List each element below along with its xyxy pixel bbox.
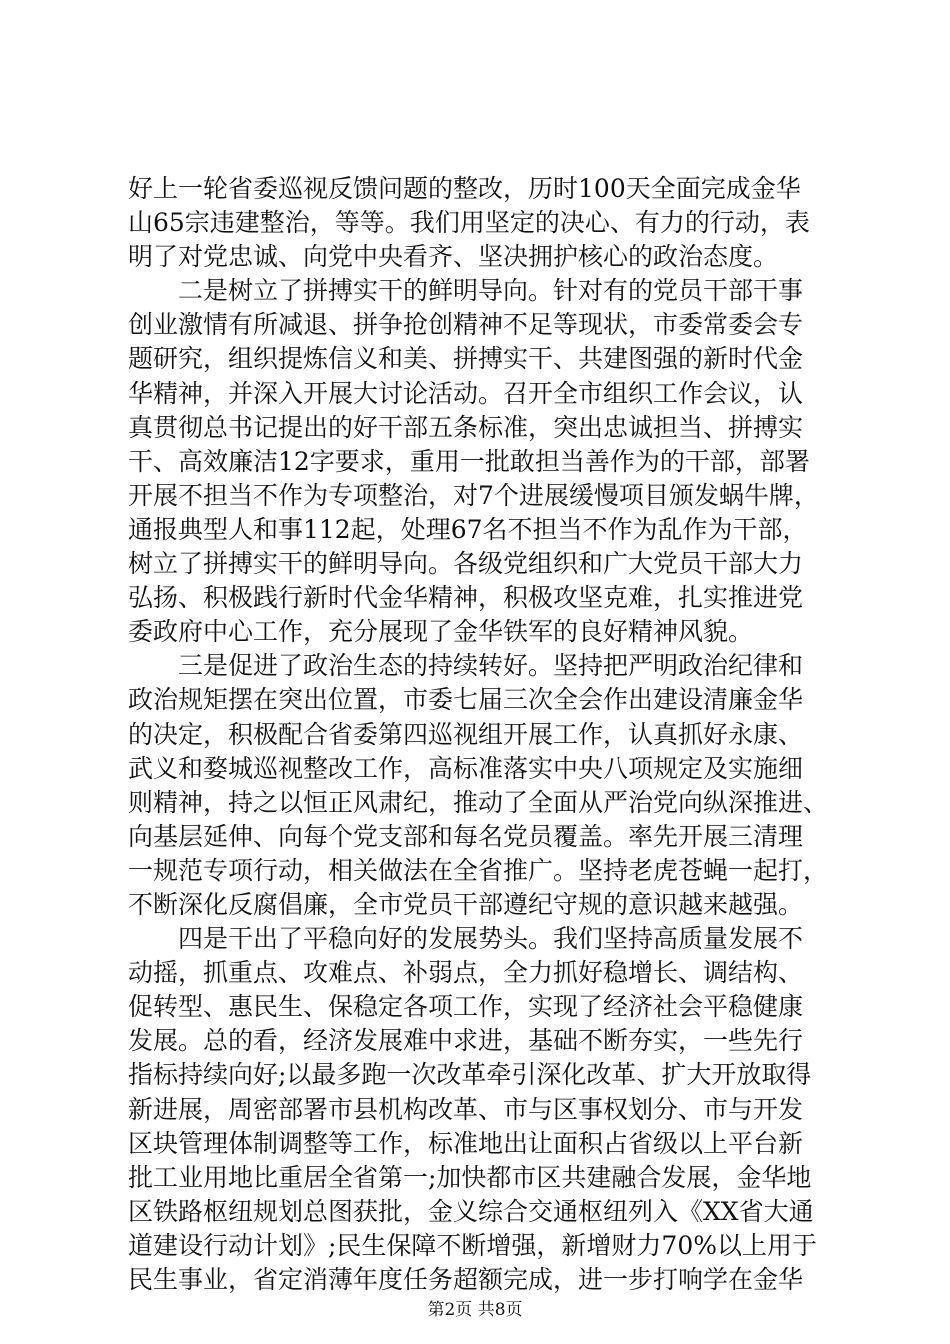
text-line: 区块管理体制调整等工作，标准地出让面积占省级以上平台新 bbox=[128, 1128, 804, 1158]
text-line: 树立了拼搏实干的鲜明导向。各级党组织和广大党员干部大力 bbox=[128, 549, 804, 579]
text-line: 区铁路枢纽规划总图获批，金义综合交通枢纽列入《XX省大通 bbox=[128, 1196, 814, 1226]
text-line: 指标持续向好;以最多跑一次改革牵引深化改革、扩大开放取得 bbox=[128, 1060, 812, 1090]
text-line: 向基层延伸、向每个党支部和每名党员覆盖。率先开展三清理 bbox=[128, 821, 804, 851]
text-line: 的决定，积极配合省委第四巡视组开展工作，认真抓好永康、 bbox=[128, 719, 804, 749]
body-text bbox=[128, 172, 828, 1297]
text-line: 批工业用地比重居全省第一;加快都市区共建融合发展，金华地 bbox=[128, 1162, 812, 1192]
text-line: 政治规矩摆在突出位置，市委七届三次全会作出建设清廉金华 bbox=[128, 685, 804, 715]
text-line: 道建设行动计划》;民生保障不断增强，新增财力70%以上用于 bbox=[128, 1230, 817, 1260]
text-line: 民生事业，省定消薄年度任务超额完成，进一步打响学在金华 bbox=[128, 1265, 804, 1294]
text-line: 干、高效廉洁12字要求，重用一批敢担当善作为的干部，部署 bbox=[128, 446, 810, 476]
text-line: 华精神，并深入开展大讨论活动。召开全市组织工作会议，认 bbox=[128, 378, 804, 408]
text-line: 一规范专项行动，相关做法在全省推广。坚持老虎苍蝇一起打， bbox=[128, 855, 828, 885]
text-line: 动摇，抓重点、攻难点、补弱点，全力抓好稳增长、调结构、 bbox=[128, 958, 804, 988]
text-line: 三是促进了政治生态的持续转好。坚持把严明政治纪律和 bbox=[178, 651, 804, 681]
text-line: 委政府中心工作，充分展现了金华铁军的良好精神风貌。 bbox=[128, 617, 754, 647]
text-line: 题研究，组织提炼信义和美、拼搏实干、共建图强的新时代金 bbox=[128, 344, 804, 374]
text-line: 明了对党忠诚、向党中央看齐、坚决拥护核心的政治态度。 bbox=[128, 242, 779, 272]
text-line: 武义和婺城巡视整改工作，高标准落实中央八项规定及实施细 bbox=[128, 753, 804, 783]
text-line: 促转型、惠民生、保稳定各项工作，实现了经济社会平稳健康 bbox=[128, 992, 804, 1022]
text-line: 不断深化反腐倡廉，全市党员干部遵纪守规的意识越来越强。 bbox=[128, 889, 804, 919]
text-line: 四是干出了平稳向好的发展势头。我们坚持高质量发展不 bbox=[178, 924, 804, 954]
text-line: 真贯彻总书记提出的好干部五条标准，突出忠诚担当、拼搏实 bbox=[128, 412, 804, 442]
text-line: 开展不担当不作为专项整治，对7个进展缓慢项目颁发蜗牛牌， bbox=[128, 480, 819, 510]
text-line: 创业激情有所减退、拼争抢创精神不足等现状，市委常委会专 bbox=[128, 310, 804, 340]
text-line: 弘扬、积极践行新时代金华精神，积极攻坚克难，扎实推进党 bbox=[128, 583, 804, 613]
page-footer: 第2页 共8页 bbox=[427, 1300, 523, 1320]
text-line: 新进展，周密部署市县机构改革、市与区事权划分、市与开发 bbox=[128, 1094, 804, 1124]
text-line: 发展。总的看，经济发展难中求进，基础不断夯实，一些先行 bbox=[128, 1026, 804, 1056]
text-line: 二是树立了拼搏实干的鲜明导向。针对有的党员干部干事 bbox=[178, 276, 804, 306]
text-line: 通报典型人和事112起，处理67名不担当不作为乱作为干部， bbox=[128, 514, 808, 544]
text-line: 则精神，持之以恒正风肃纪，推动了全面从严治党向纵深推进、 bbox=[128, 787, 828, 817]
text-line: 好上一轮省委巡视反馈问题的整改，历时100天全面完成金华 bbox=[128, 174, 801, 203]
text-line: 山65宗违建整治，等等。我们用坚定的决心、有力的行动，表 bbox=[128, 208, 810, 238]
